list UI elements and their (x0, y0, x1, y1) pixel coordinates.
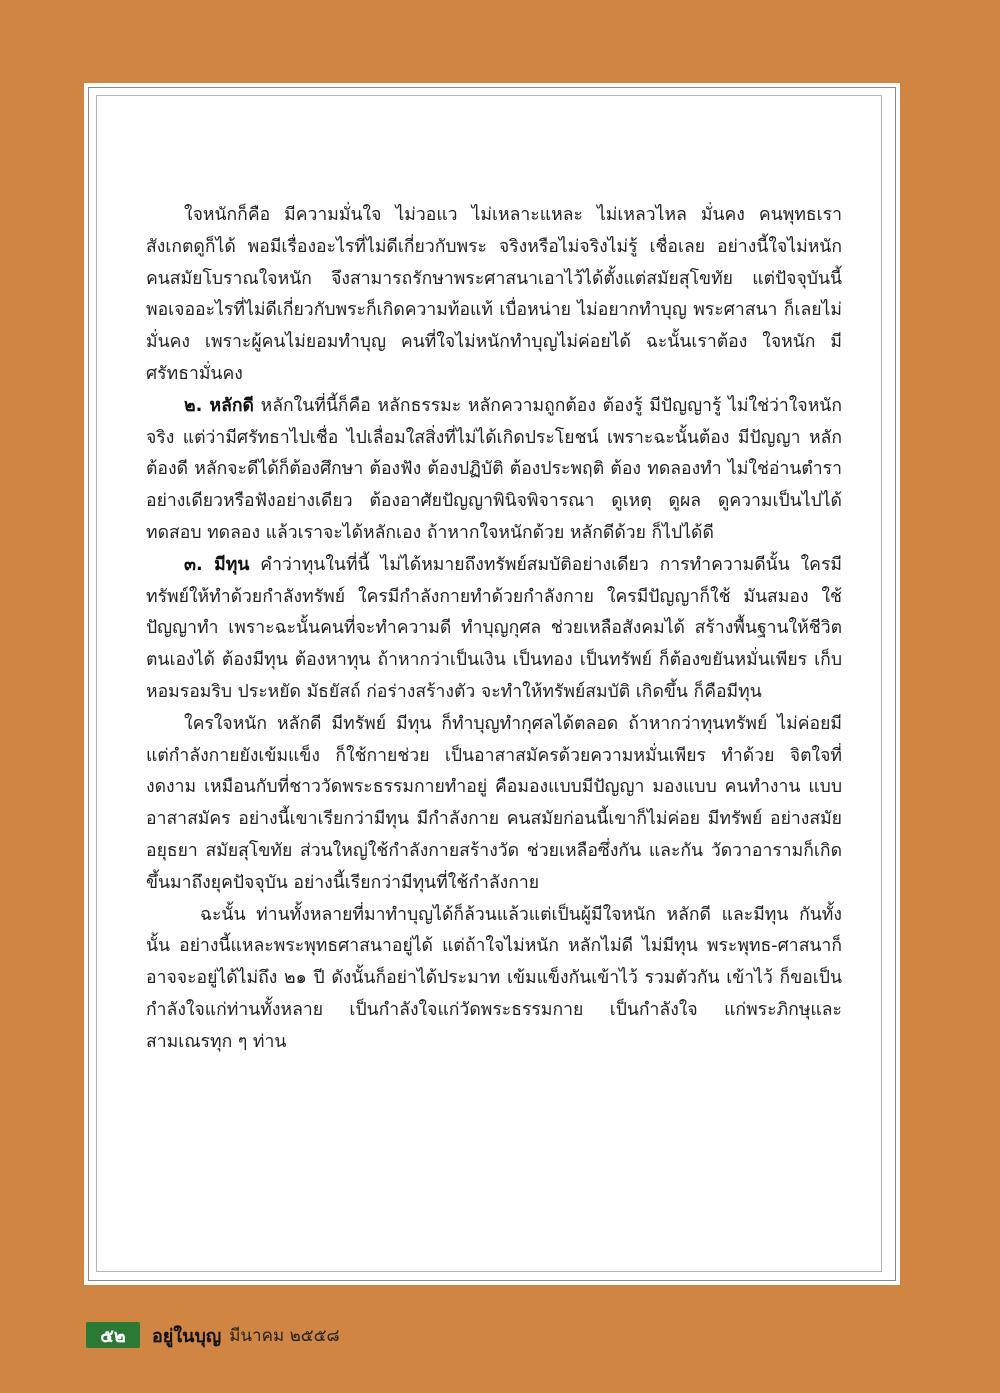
page-number-badge: ๕๒ (86, 1322, 140, 1348)
paragraph-heavy-heart: ใจหนักก็คือ มีความมั่นใจ ไม่วอแว ไม่เหลาะแหละ ไม่เหลวไหล มั่นคง คนพุทธเรา สังเกตดูก็ได้ พอมีเรื่องอะไรที่ไม่ดีเกี่ยวกับพระ จริงหรือไม่จริงไม่รู้ เชื่อเลย อย่างนี้ใจไม่หนัก คนสมัยโบราณใจหนัก จึงสามารถรักษาพระศาสนาเอาไว้ได้ตั้งแต่สมัยสุโขทัย แต่ปัจจุบันนี้ พอเจออะไรที่ไม่ดีเกี่ยวกับพระก็เกิดความท้อแท้ เบื่อหน่าย ไม่อยากทำบุญ พระศาสนา ก็เลยไม่มั่นคง เพราะผู้คนไม่ยอมทำบุญ คนที่ใจไม่หนักทำบุญไม่ค่อยได้ ฉะนั้นเราต้อง ใจหนัก มีศรัทธามั่นคง (146, 205, 842, 384)
issue-date: มีนาคม ๒๕๕๘ (229, 1325, 340, 1346)
magazine-title: อยู่ในบุญ (152, 1325, 222, 1347)
paragraph-good-principle-text: หลักในที่นี้ก็คือ หลักธรรมะ หลักความถูกต้อง ต้องรู้ มีปัญญารู้ ไม่ใช่ว่าใจหนักจริง แต่ว่ามีศรัทธาไปเชื่อ ไปเลื่อมใสสิ่งที่ไม่ได้เกิดประโยชน์ เพราะฉะนั้นต้อง มีปัญญา หลักต้องดี หลักจะดีได้ก็ต้องศึกษา ต้องฟัง ต้องปฏิบัติ ต้องประพฤติ ต้อง ทดลองทำ ไม่ใช่อ่านตำราอย่างเดียวหรือฟังอย่างเดียว ต้องอาศัยปัญญาพินิจพิจารณา ดูเหตุ ดูผล ดูความเป็นไปได้ ทดสอบ ทดลอง แล้วเราจะได้หลักเอง ถ้าหากใจหนักด้วย หลักดีด้วย ก็ไปได้ดี (146, 395, 842, 543)
heading-capital: ๓. มีทุน (184, 554, 250, 575)
heading-good-principle: ๒. หลักดี (184, 395, 254, 416)
paragraph-capital (146, 550, 842, 709)
page-footer (86, 1322, 340, 1348)
paragraph-summary: ใครใจหนัก หลักดี มีทรัพย์ มีทุน ก็ทำบุญทำกุศลได้ตลอด ถ้าหากว่าทุนทรัพย์ ไม่ค่อยมี แต่กำลังกายยังเข้มแข็ง ก็ใช้กายช่วย เป็นอาสาสมัครด้วยความหมั่นเพียร ทำด้วย จิตใจที่งดงาม เหมือนกับที่ชาววัดพระธรรมกายทำอยู่ คือมองแบบมีปัญญา มองแบบ คนทำงาน แบบอาสาสมัคร อย่างนี้เขาเรียกว่ามีทุน มีกำลังกาย คนสมัยก่อนนี้เขาก็ไม่ค่อย มีทรัพย์ อย่างสมัยอยุธยา สมัยสุโขทัย ส่วนใหญ่ใช้กำลังกายสร้างวัด ช่วยเหลือซึ่งกัน และกัน วัดวาอารามก็เกิดขึ้นมาถึงยุคปัจจุบัน อย่างนี้เรียกว่ามีทุนที่ใช้กำลังกาย (146, 713, 842, 893)
paragraph-conclusion: ฉะนั้น ท่านทั้งหลายที่มาทำบุญได้ก็ล้วนแล้วแต่เป็นผู้มีใจหนัก หลักดี และมีทุน กันทั้งนั้น อย่างนี้แหละพระพุทธศาสนาอยู่ได้ แต่ถ้าใจไม่หนัก หลักไม่ดี ไม่มีทุน พระพุทธ-ศาสนาก็อาจจะอยู่ได้ไม่ถึง ๒๑ ปี ดังนั้นก็อย่าได้ประมาท เข้มแข็งกันเข้าไว้ รวมตัวกัน เข้าไว้ ก็ขอเป็นกำลังใจแก่ท่านทั้งหลาย เป็นกำลังใจแก่วัดพระธรรมกาย เป็นกำลังใจ แก่พระภิกษุและสามเณรทุก ๆ ท่าน (146, 904, 842, 1052)
article-body (146, 200, 842, 1059)
paragraph-good-principle (146, 391, 842, 550)
paragraph-capital-text: คำว่าทุนในที่นี้ ไม่ได้หมายถึงทรัพย์สมบัติอย่างเดียว การทำความดีนั้น ใครมีทรัพย์ให้ทำด้วยกำลังทรัพย์ ใครมีกำลังกายทำด้วยกำลังกาย ใครมีปัญญาก็ใช้ มันสมอง ใช้ปัญญาทำ เพราะฉะนั้นคนที่จะทำความดี ทำบุญกุศล ช่วยเหลือสังคมได้ สร้างพื้นฐานให้ชีวิตตนเองได้ ต้องมีทุน ต้องหาทุน ถ้าหากว่าเป็นเงิน เป็นทอง เป็นทรัพย์ ก็ต้องขยันหมั่นเพียร เก็บหอมรอมริบ ประหยัด มัธยัสถ์ ก่อร่างสร้างตัว จะทำให้ทรัพย์สมบัติ เกิดขึ้น ก็คือมีทุน (146, 554, 842, 702)
